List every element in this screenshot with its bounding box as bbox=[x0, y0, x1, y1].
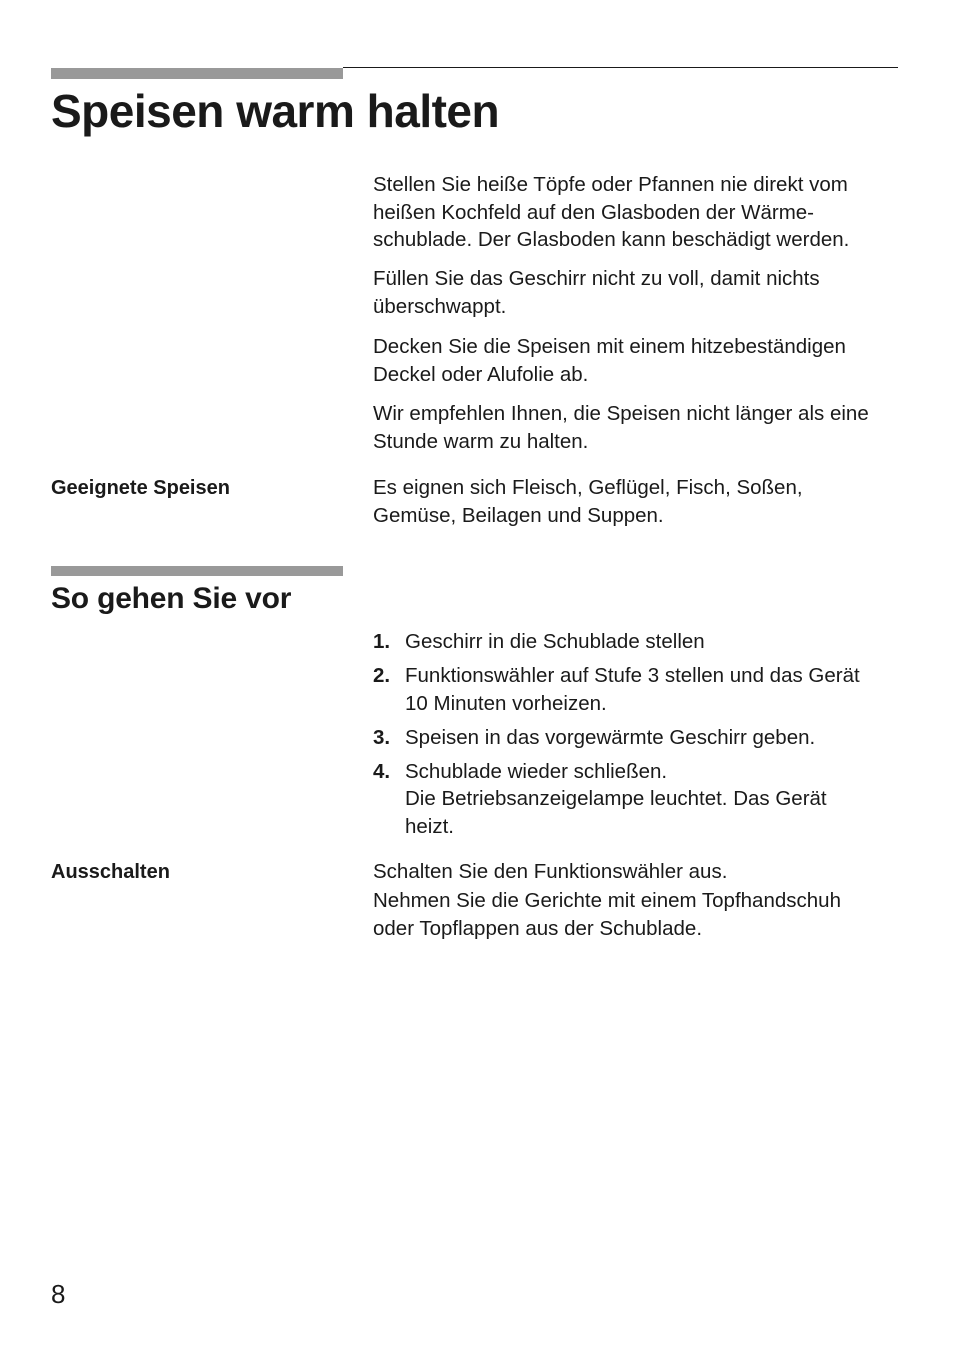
suitable-food-text: Es eignen sich Fleisch, Geflügel, Fisch, Soßen, Gemüse, Beilagen und Suppen. bbox=[373, 476, 803, 527]
step-text: Funktionswähler auf Stufe 3 stellen und das Gerät 10 Minuten vorheizen. bbox=[405, 664, 860, 715]
subsection-rule-bar bbox=[51, 566, 343, 576]
list-item bbox=[373, 724, 913, 752]
step-number: 1. bbox=[373, 630, 391, 653]
list-item bbox=[373, 662, 913, 717]
step-text: Schublade wieder schließen. Die Betriebsanzeigelampe leuchtet. Das Gerät heizt. bbox=[405, 759, 827, 838]
paragraph-hot-pans: Stellen Sie heiße Töpfe oder Pfannen nie direkt vom heißen Kochfeld auf den Glasboden der Wärme- schublade. Der Glasboden kann beschädigt werden. bbox=[373, 173, 850, 251]
list-item bbox=[373, 758, 913, 841]
procedure-steps bbox=[373, 628, 913, 847]
page-number: 8 bbox=[51, 1279, 66, 1309]
step-number: 3. bbox=[373, 725, 391, 749]
paragraph-fill-level: Füllen Sie das Geschirr nicht zu voll, damit nichts überschwappt. bbox=[373, 267, 820, 318]
suitable-food-label: Geeignete Speisen bbox=[51, 477, 230, 499]
step-number: 2. bbox=[373, 664, 391, 687]
section-rule-bar bbox=[51, 68, 343, 79]
step-text: Geschirr in die Schublade stellen bbox=[405, 630, 705, 653]
list-item bbox=[373, 628, 913, 656]
paragraph-duration: Wir empfehlen Ihnen, die Speisen nicht länger als eine Stunde warm zu halten. bbox=[373, 402, 869, 453]
section-rule-line bbox=[343, 67, 898, 68]
paragraph-cover-food: Decken Sie die Speisen mit einem hitzebeständigen Deckel oder Alufolie ab. bbox=[373, 335, 846, 386]
switch-off-label: Ausschalten bbox=[51, 861, 170, 883]
procedure-heading: So gehen Sie vor bbox=[51, 582, 292, 615]
switch-off-text: Schalten Sie den Funktionswähler aus. Nehmen Sie die Gerichte mit einem Topfhandschuh oder Topflappen aus der Schublade. bbox=[373, 860, 841, 940]
page-title: Speisen warm halten bbox=[51, 85, 500, 137]
step-number: 4. bbox=[373, 759, 391, 783]
step-text: Speisen in das vorgewärmte Geschirr geben. bbox=[405, 725, 816, 749]
